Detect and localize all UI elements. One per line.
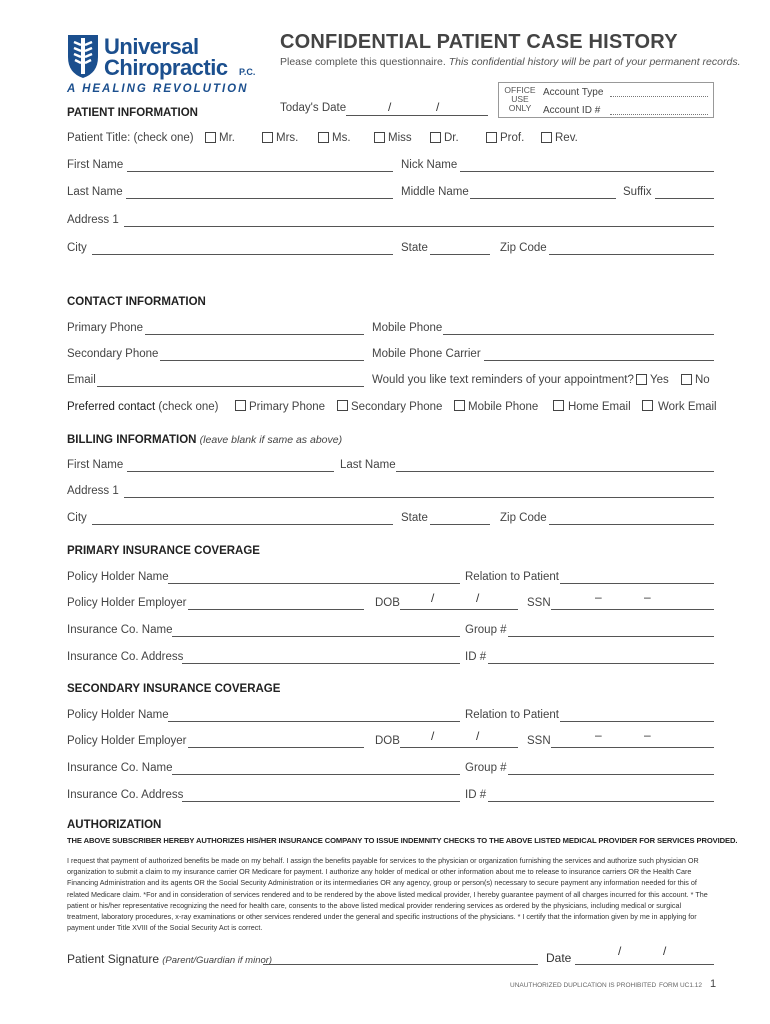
office-label-3: ONLY	[508, 103, 532, 113]
logo-suffix: P.C.	[239, 67, 256, 77]
primary-employer-label: Policy Holder Employer	[67, 597, 187, 609]
zip-field[interactable]	[549, 254, 714, 255]
nick-name-label: Nick Name	[401, 159, 458, 171]
secondary-group-label: Group #	[465, 762, 507, 774]
billing-info-heading	[67, 434, 342, 446]
date-slash: /	[663, 944, 667, 958]
date-slash: /	[436, 100, 440, 114]
billing-city-field[interactable]	[92, 524, 393, 525]
spine-logo-icon	[66, 33, 100, 79]
primary-dob-field[interactable]	[400, 609, 518, 610]
preferred-contact-label	[67, 401, 219, 413]
billing-last-name-field[interactable]	[396, 471, 714, 472]
title-option-label: Ms.	[332, 132, 351, 144]
patient-title-check-one: (check one)	[133, 132, 194, 144]
office-label-1: OFFICE	[504, 85, 536, 95]
secondary-ins-address-label: Insurance Co. Address	[67, 789, 184, 801]
checkbox-mr[interactable]	[205, 132, 216, 143]
secondary-ins-name-label: Insurance Co. Name	[67, 762, 173, 774]
signature-field[interactable]	[263, 964, 538, 965]
last-name-field[interactable]	[126, 198, 393, 199]
signature-note: (Parent/Guardian if minor)	[162, 955, 273, 966]
primary-relation-field[interactable]	[560, 583, 714, 584]
dob-slash: /	[431, 591, 435, 605]
logo-line1: Universal	[104, 34, 199, 59]
secondary-phone-label: Secondary Phone	[67, 348, 159, 360]
city-field[interactable]	[92, 254, 393, 255]
billing-first-name-label: First Name	[67, 459, 124, 471]
primary-ins-name-label: Insurance Co. Name	[67, 624, 173, 636]
authorization-statement: THE ABOVE SUBSCRIBER HEREBY AUTHORIZES HIS/HER INSURANCE COMPANY TO ISSUE INDEMNITY CHECKS TO THE ABOVE LISTED MEDICAL PROVIDER FOR SERVICES PROVIDED.	[67, 836, 738, 845]
preferred-option-label: Mobile Phone	[468, 401, 539, 413]
middle-name-field[interactable]	[470, 198, 616, 199]
primary-dob-label: DOB	[375, 597, 400, 609]
state-label: State	[401, 242, 428, 254]
address1-field[interactable]	[124, 226, 714, 227]
text-reminders-label: Would you like text reminders of your appointment?	[372, 374, 634, 386]
ssn-dash: –	[644, 590, 651, 604]
checkbox-dr[interactable]	[430, 132, 441, 143]
secondary-relation-field[interactable]	[560, 721, 714, 722]
secondary-ins-address-field[interactable]	[182, 801, 460, 802]
billing-zip-field[interactable]	[549, 524, 714, 525]
primary-relation-label: Relation to Patient	[465, 571, 559, 583]
preferred-option-label: Home Email	[568, 401, 631, 413]
nick-name-field[interactable]	[460, 171, 714, 172]
account-type-label: Account Type	[543, 87, 604, 98]
checkbox-mobile-phone[interactable]	[454, 400, 465, 411]
billing-address1-field[interactable]	[124, 497, 714, 498]
address1-label: Address 1	[67, 214, 119, 226]
billing-heading-text: BILLING INFORMATION	[67, 434, 197, 446]
suffix-field[interactable]	[655, 198, 714, 199]
checkbox-primary-phone[interactable]	[235, 400, 246, 411]
todays-date-field[interactable]	[346, 115, 488, 116]
checkbox-ms[interactable]	[318, 132, 329, 143]
email-field[interactable]	[97, 386, 364, 387]
city-label: City	[67, 242, 87, 254]
primary-holder-name-label: Policy Holder Name	[67, 571, 169, 583]
mobile-phone-label: Mobile Phone	[372, 322, 443, 334]
billing-zip-label: Zip Code	[500, 512, 547, 524]
mobile-phone-field[interactable]	[443, 334, 714, 335]
duplication-warning: UNAUTHORIZED DUPLICATION IS PROHIBITED	[510, 982, 657, 989]
logo-line2: Chiropractic	[104, 55, 228, 80]
first-name-label: First Name	[67, 159, 124, 171]
secondary-dob-label: DOB	[375, 735, 400, 747]
checkbox-rev[interactable]	[541, 132, 552, 143]
mobile-carrier-label: Mobile Phone Carrier	[372, 348, 481, 360]
account-id-field[interactable]	[610, 114, 708, 115]
secondary-dob-field[interactable]	[400, 747, 518, 748]
patient-info-heading: PATIENT INFORMATION	[67, 107, 198, 119]
title-option-label: Miss	[388, 132, 412, 144]
subtitle-plain: Please complete this questionnaire.	[280, 56, 446, 68]
title-option-label: Rev.	[555, 132, 578, 144]
mobile-carrier-field[interactable]	[484, 360, 714, 361]
primary-ssn-label: SSN	[527, 597, 551, 609]
preferred-text: Preferred contact	[67, 401, 156, 413]
title-option-label: Prof.	[500, 132, 525, 144]
zip-label: Zip Code	[500, 242, 547, 254]
yes-label: Yes	[650, 374, 669, 386]
date-slash: /	[388, 100, 392, 114]
account-id-label: Account ID #	[543, 105, 601, 116]
dob-slash: /	[431, 729, 435, 743]
signature-text: Patient Signature	[67, 952, 160, 966]
primary-holder-name-field[interactable]	[168, 583, 460, 584]
billing-address1-label: Address 1	[67, 485, 119, 497]
page-title: CONFIDENTIAL PATIENT CASE HISTORY	[280, 31, 678, 53]
primary-ins-address-field[interactable]	[182, 663, 460, 664]
todays-date-label: Today's Date	[280, 102, 347, 114]
billing-note: (leave blank if same as above)	[199, 434, 343, 446]
primary-id-field[interactable]	[488, 663, 714, 664]
secondary-holder-name-field[interactable]	[168, 721, 460, 722]
subtitle-italic: This confidential history will be part of your permanent records.	[448, 56, 741, 68]
billing-state-field[interactable]	[430, 524, 490, 525]
state-field[interactable]	[430, 254, 490, 255]
preferred-option-label: Secondary Phone	[351, 401, 443, 413]
primary-id-label: ID #	[465, 651, 487, 663]
secondary-group-field[interactable]	[508, 774, 714, 775]
authorization-heading: AUTHORIZATION	[67, 819, 162, 831]
suffix-label: Suffix	[623, 186, 652, 198]
primary-insurance-heading: PRIMARY INSURANCE COVERAGE	[67, 545, 260, 557]
primary-phone-field[interactable]	[145, 334, 364, 335]
secondary-id-label: ID #	[465, 789, 487, 801]
ssn-dash: –	[644, 728, 651, 742]
page-subtitle	[280, 56, 741, 68]
checkbox-reminders-yes[interactable]	[636, 374, 647, 385]
primary-employer-field[interactable]	[188, 609, 364, 610]
signature-date-label: Date	[546, 951, 572, 965]
dob-slash: /	[476, 729, 480, 743]
account-type-field[interactable]	[610, 96, 708, 97]
preferred-option-label: Work Email	[658, 401, 717, 413]
dob-slash: /	[476, 591, 480, 605]
title-option-label: Mrs.	[276, 132, 299, 144]
office-label-2: USE	[511, 94, 529, 104]
checkbox-prof[interactable]	[486, 132, 497, 143]
secondary-relation-label: Relation to Patient	[465, 709, 559, 721]
middle-name-label: Middle Name	[401, 186, 469, 198]
ssn-dash: –	[595, 728, 602, 742]
secondary-holder-name-label: Policy Holder Name	[67, 709, 169, 721]
checkbox-work-email[interactable]	[642, 400, 653, 411]
secondary-ssn-field[interactable]	[551, 747, 714, 748]
billing-first-name-field[interactable]	[127, 471, 334, 472]
primary-group-label: Group #	[465, 624, 507, 636]
primary-ins-name-field[interactable]	[172, 636, 460, 637]
signature-label	[67, 952, 272, 966]
patient-title-text: Patient Title:	[67, 132, 131, 144]
primary-phone-label: Primary Phone	[67, 322, 144, 334]
checkbox-miss[interactable]	[374, 132, 385, 143]
page-number: 1	[710, 978, 717, 990]
secondary-id-field[interactable]	[488, 801, 714, 802]
first-name-field[interactable]	[127, 171, 393, 172]
form-number: FORM UC1.12	[659, 982, 702, 989]
checkbox-reminders-no[interactable]	[681, 374, 692, 385]
primary-group-field[interactable]	[508, 636, 714, 637]
primary-ssn-field[interactable]	[551, 609, 714, 610]
preferred-option-label: Primary Phone	[249, 401, 326, 413]
checkbox-mrs[interactable]	[262, 132, 273, 143]
secondary-insurance-heading: SECONDARY INSURANCE COVERAGE	[67, 683, 281, 695]
secondary-employer-field[interactable]	[188, 747, 364, 748]
logo-tagline: A HEALING REVOLUTION	[67, 83, 249, 95]
preferred-check-one: (check one)	[158, 401, 219, 413]
billing-last-name-label: Last Name	[340, 459, 396, 471]
ssn-dash: –	[595, 590, 602, 604]
secondary-phone-field[interactable]	[160, 360, 364, 361]
title-option-label: Mr.	[219, 132, 235, 144]
office-use-label	[504, 86, 536, 113]
billing-city-label: City	[67, 512, 87, 524]
title-option-label: Dr.	[444, 132, 459, 144]
authorization-paragraph: I request that payment of authorized benefits be made on my behalf. I assign the benefits payable for services to the physician or organization furnishing the services and authorize such physician OR organization to submit a claim to my insurance carrier OR Medicare for payment. I authorize any holder of medical or other information about me to release to insurance carriers OR the Health Care Financing Administration and its agents OR the Social Security Administration or its intermediaries OR any agency, group or person(s) necessary to secure payment any information needed for this of related Medicare claim. *For and in consideration of services rendered and to be rendered by the above listed medical provider, I hereby guarantee payment of all charges incurred for this account. * The patient or his/her representative recognizing the need for health care, consents to the above listed medical provider rendering services as ordered by the physicians, including medical or surgical treatment, laboratory procedures, x-ray examinations or other services rendered under the general and specific instructions of the physicians. * I certify that the information given by me in applying for payment under Title XVIII of the Social Security Act is correct.	[67, 856, 708, 933]
secondary-ssn-label: SSN	[527, 735, 551, 747]
primary-ins-address-label: Insurance Co. Address	[67, 651, 184, 663]
last-name-label: Last Name	[67, 186, 123, 198]
secondary-ins-name-field[interactable]	[172, 774, 460, 775]
patient-title-label	[67, 132, 194, 144]
email-label: Email	[67, 374, 96, 386]
checkbox-secondary-phone[interactable]	[337, 400, 348, 411]
signature-date-field[interactable]	[575, 964, 714, 965]
contact-info-heading: CONTACT INFORMATION	[67, 296, 206, 308]
date-slash: /	[618, 944, 622, 958]
no-label: No	[695, 374, 710, 386]
secondary-employer-label: Policy Holder Employer	[67, 735, 187, 747]
checkbox-home-email[interactable]	[553, 400, 564, 411]
billing-state-label: State	[401, 512, 428, 524]
